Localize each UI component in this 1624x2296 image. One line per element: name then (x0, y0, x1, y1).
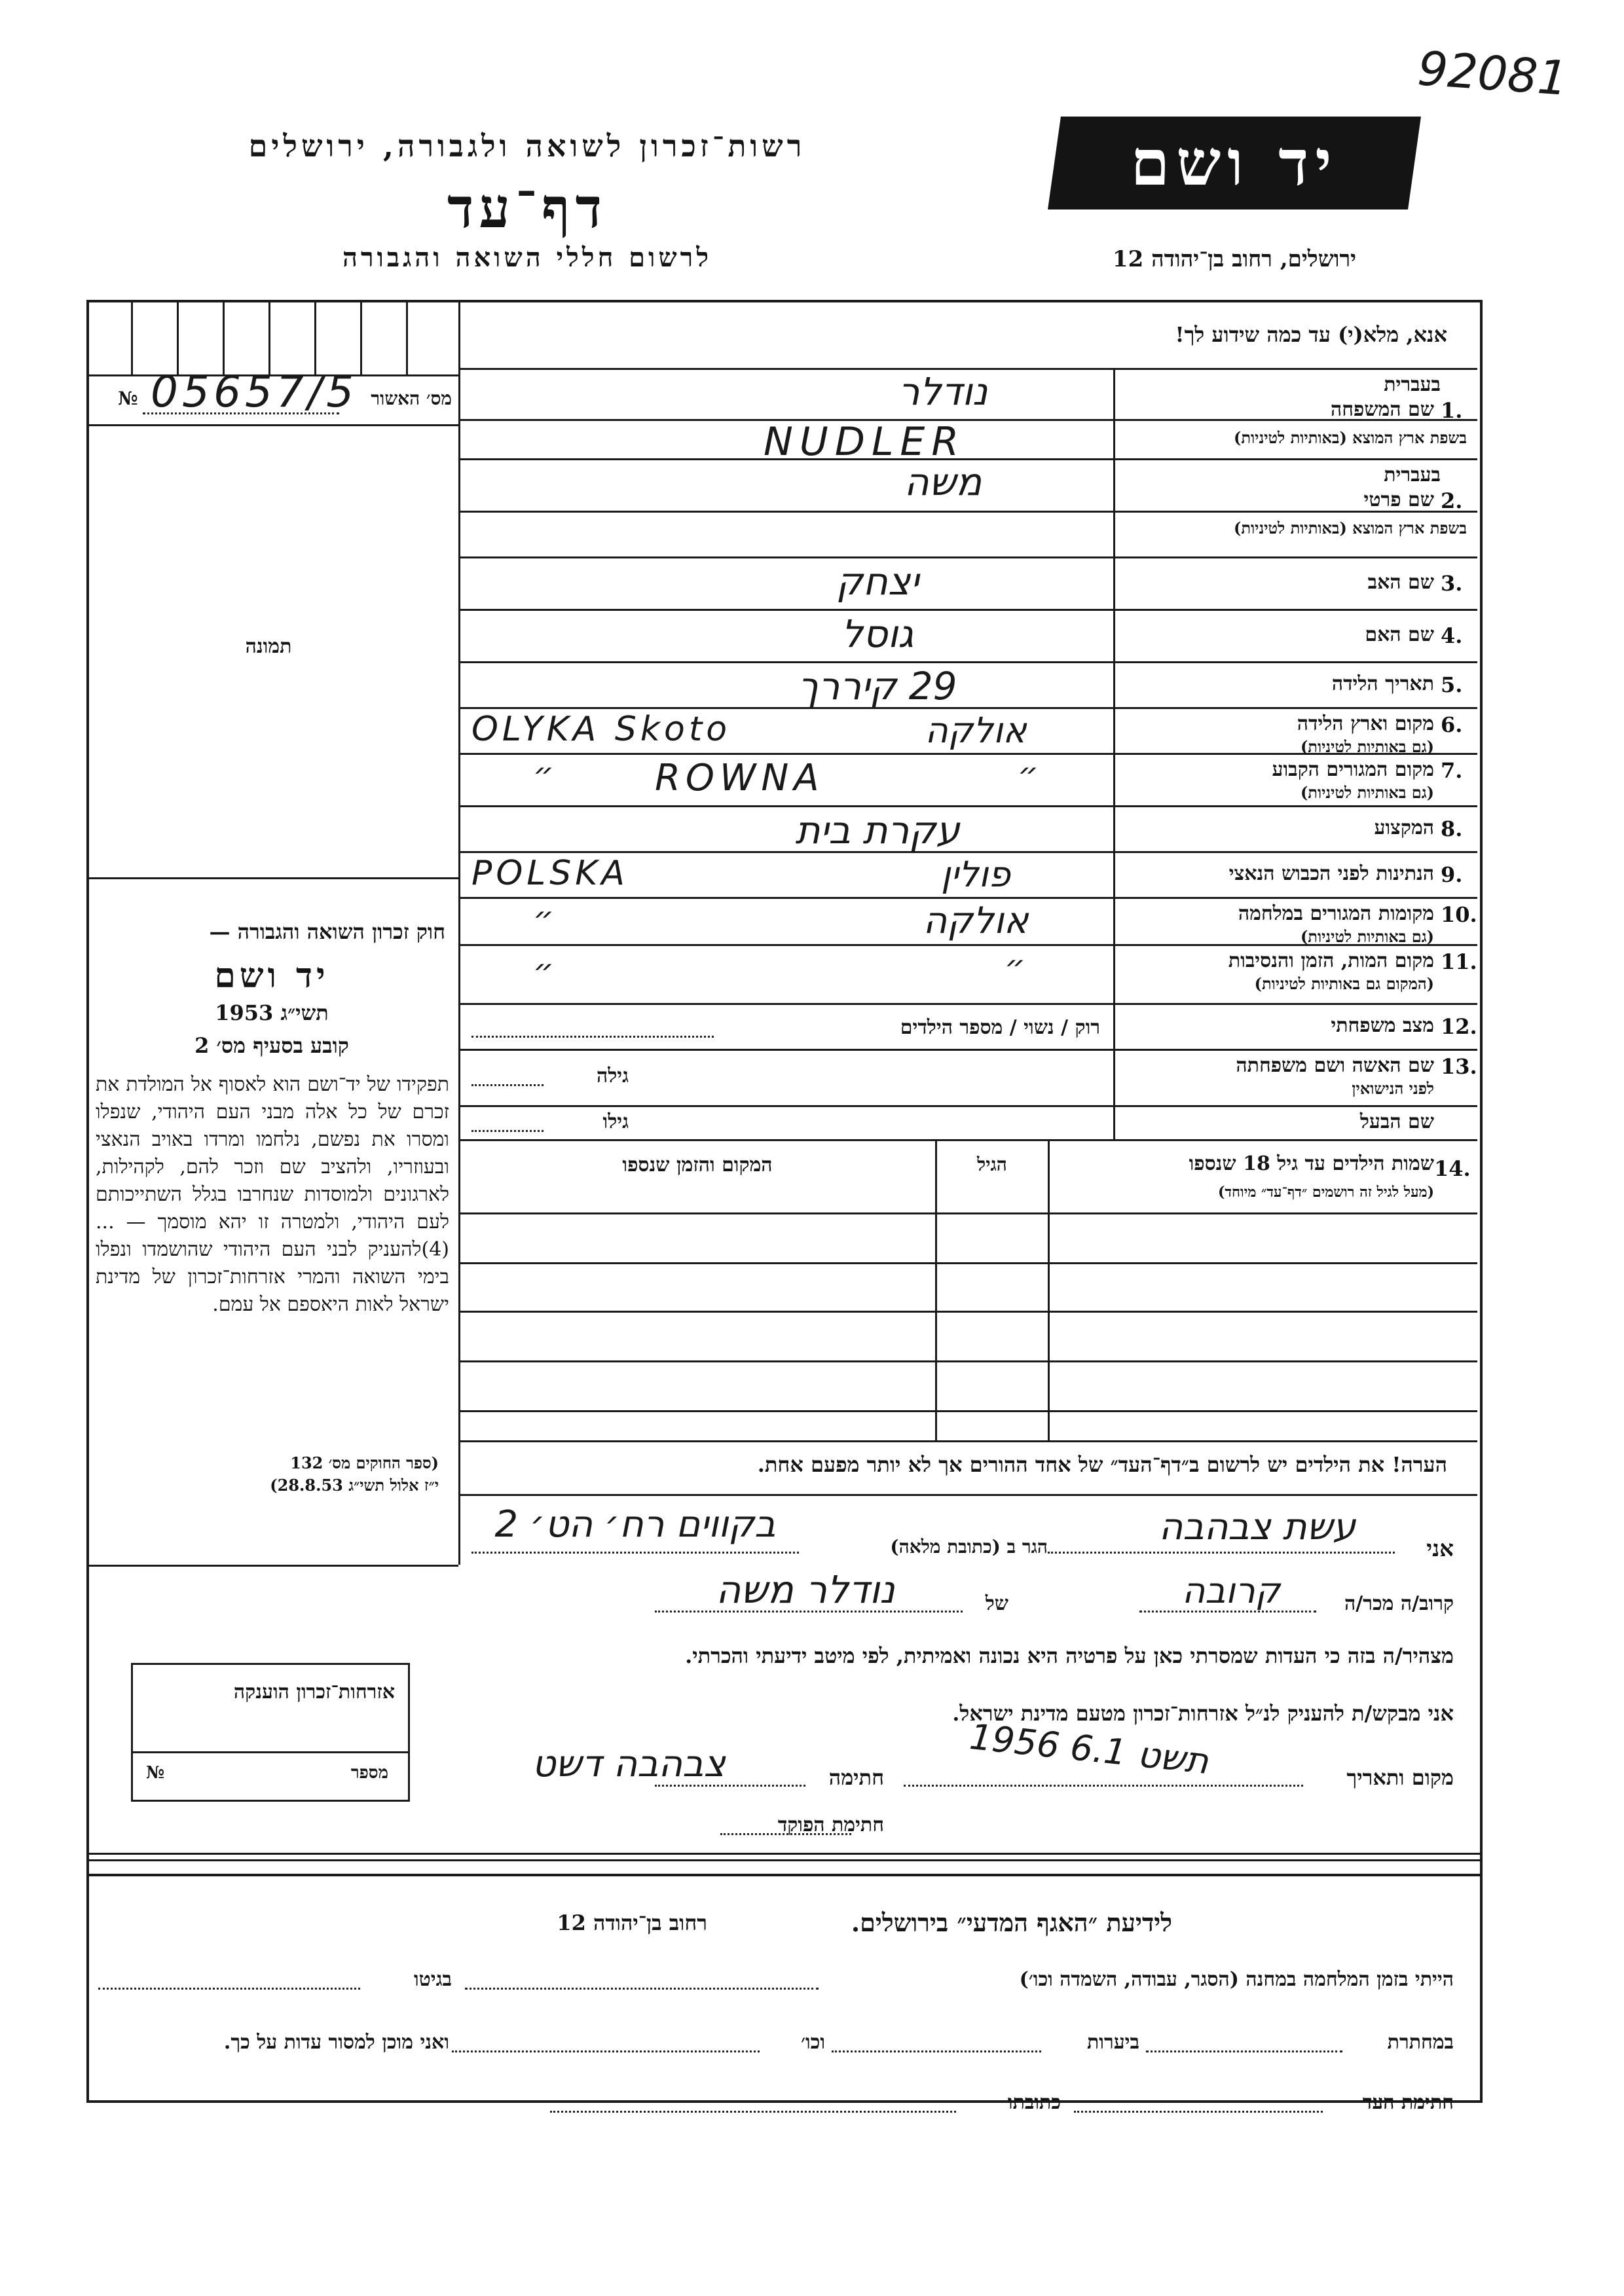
footer-title: לידיעת ״האגף המדעי״ בירושלים. (851, 1908, 1172, 1937)
field-row-line (458, 661, 1477, 663)
decl-of-label: של (985, 1592, 1008, 1615)
left-panel-divider (458, 301, 460, 1565)
decl-resides-value: בקווים רח׳ הט׳ 2 (494, 1503, 776, 1546)
footer-line3-a: חתימת העד (1362, 2091, 1454, 2114)
field-label: מקום המגורים הקבוע (1272, 758, 1434, 781)
field-label: שם האם (1365, 623, 1434, 646)
field-row-line (458, 609, 1477, 611)
approval-no-mark: № (118, 388, 138, 409)
children-note: הערה! את הילדים יש לרשום ב״דף־העד״ של אחד ההורים אך לא יותר מפעם אחת. (757, 1452, 1447, 1477)
header-address: ירושלים, רחוב בן־יהודה 12 (1112, 246, 1357, 272)
approval-number: 05657/5 (151, 367, 358, 417)
archive-number: 92081 (1416, 41, 1570, 106)
footer-line2-a: במחתרת (1387, 2031, 1454, 2054)
field-value: עקרת בית (795, 808, 960, 852)
field-mark: ״ (532, 756, 555, 793)
field-label: מקומות המגורים במלחמה (1238, 902, 1434, 925)
institution-name: רשות־זכרון לשואה ולגבורה, ירושלים (248, 128, 806, 164)
field-value-hebrew: נודלר (898, 369, 988, 414)
citizenship-box (131, 1663, 410, 1802)
field-label: שם המשפחה (1330, 398, 1434, 421)
law-source-date: י״ז אלול תשי״ג 28.8.53) (270, 1476, 439, 1495)
field-dots (471, 1036, 714, 1038)
field-number: 13. (1441, 1054, 1477, 1079)
field-number: 12. (1441, 1014, 1477, 1039)
decl-official-signature-label: חתימת הפוקד (777, 1813, 884, 1836)
decl-signature-label: חתימה (828, 1765, 884, 1790)
logo-text: יד ושם (1130, 126, 1338, 200)
law-source: (ספר החוקים מס׳ 132 (290, 1453, 439, 1472)
field-number: 3. (1441, 571, 1463, 596)
field-label: מקום המות, הזמן והנסיבות (1228, 949, 1434, 972)
field-value-latin: NUDLER (763, 419, 966, 465)
field-number: 4. (1441, 623, 1463, 648)
field-dots (471, 1130, 544, 1132)
field-value-latin: OLYKA Skoto (471, 710, 731, 749)
note-bottom (458, 1494, 1477, 1496)
field-mark: ״ (532, 900, 555, 938)
field-age-label: גילו (602, 1110, 629, 1133)
field-number: 10. (1441, 902, 1477, 927)
citizenship-number-mark: № (146, 1763, 165, 1783)
field-label: הנתינות לפני הכבוש הנאצי (1228, 862, 1434, 885)
decl-request: אני מבקש/ת להעניק לנ״ל אזרחות־זכרון מטעם מדינת ישראל. (952, 1701, 1454, 1726)
field-number: 2. (1441, 488, 1463, 513)
decl-statement: מצהיר/ה בזה כי העדות שמסרתי כאן על פרטיה היא נכונה ואמיתית, לפי מיטב ידיעתי והכרתי. (685, 1643, 1454, 1668)
field-sub-note: (גם באותיות לטיניות) (1300, 737, 1434, 756)
field-sub-latin: בשפת ארץ המוצא (באותיות לטיניות) (1234, 428, 1467, 447)
footer-line1-b: בגיטו (413, 1968, 452, 1991)
field-number: 8. (1441, 816, 1463, 841)
field-sub-note: (גם באותיות לטיניות) (1300, 927, 1434, 946)
form-title: דף־עד (447, 175, 607, 240)
decl-i-label: אני (1426, 1536, 1454, 1562)
field-label: שם פרטי (1363, 488, 1434, 511)
field-age-label: גילה (596, 1065, 629, 1087)
children-age-col: הגיל (977, 1154, 1007, 1175)
children-place-col: המקום והזמן שנספו (622, 1154, 773, 1176)
field-number: 11. (1441, 949, 1477, 974)
decl-signature-value: צבהבה דשט (532, 1743, 726, 1785)
children-header: שמות הילדים עד גיל 18 שנספו (1189, 1152, 1434, 1175)
field-value-hebrew: משה (904, 460, 982, 504)
instruction: אנא, מלא(י) עד כמה שידוע לך! (1175, 322, 1447, 347)
decl-relation-value: קרובה (1181, 1570, 1280, 1611)
approval-line (88, 424, 458, 426)
children-header-note: (מעל לגיל זה רושמים ״דף־עד״ מיוחד) (1217, 1184, 1434, 1201)
citizenship-title: אזרחות־זכרון הוענקה (233, 1681, 395, 1704)
field-mark: ״ (532, 952, 555, 990)
field-value: יצחק (836, 559, 919, 604)
field-mark: ״ (1017, 756, 1039, 793)
photo-label: תמונה (245, 635, 292, 658)
field-sub-note: לפני הנישואין (1352, 1079, 1434, 1098)
field-label: שם האב (1367, 571, 1434, 594)
field-value-latin: POLSKA (471, 854, 629, 893)
field-row-line (458, 1105, 1477, 1107)
approval-number-line (143, 412, 339, 414)
children-num: 14. (1434, 1156, 1471, 1181)
law-clause: קובע בסעיף מס׳ 2 (194, 1033, 349, 1058)
field-number: 1. (1441, 398, 1463, 423)
field-label: תאריך הלידה (1331, 672, 1434, 695)
footer-line1-a: הייתי בזמן המלחמה במחנה (הסגר, עבודה, השמדה וכו׳) (1019, 1968, 1454, 1991)
approval-label: מס׳ האשור (371, 388, 452, 409)
law-title: חוק זכרון השואה והגבורה — (209, 919, 445, 944)
field-number: 7. (1441, 758, 1463, 783)
logo-yad-vashem (1048, 117, 1421, 210)
form-subtitle: לרשום חללי השואה והגבורה (342, 242, 712, 273)
field-label: המקצוע (1374, 816, 1434, 839)
footer-line2-b: ביערות (1086, 2031, 1139, 2054)
field-row-line (458, 1003, 1477, 1005)
field-value-latin: ROWNA (655, 757, 824, 799)
decl-relation-label: קרוב/ה מכר/ה (1344, 1592, 1454, 1615)
decl-place-date-value: 1956 תשט 6.1 (967, 1716, 1211, 1782)
field-label: מקום וארץ הלידה (1297, 712, 1434, 735)
field-value: גוסל (841, 611, 914, 656)
field-row-line (458, 1049, 1477, 1051)
field-dots (471, 1084, 544, 1086)
decl-i-value: עשת צבהבה (1158, 1506, 1356, 1548)
photo-area-bottom (88, 877, 458, 879)
field-sub-hebrew: בעברית (1384, 464, 1441, 486)
footer-line3-b: כתובתו (1007, 2091, 1061, 2114)
decl-place-date-label: מקום ותאריך (1346, 1765, 1454, 1790)
left-panel-bottom (88, 1565, 458, 1567)
field-row-line (458, 556, 1477, 558)
field-sub-hebrew: בעברית (1384, 373, 1441, 396)
law-year: תשי״ג 1953 (215, 1000, 329, 1025)
field-row-line (458, 805, 1477, 807)
field-value: 29 קיררך (798, 664, 957, 708)
field-label: שם האשה ושם משפחתה (1236, 1054, 1434, 1077)
field-sub-note: (המקום גם באותיות לטיניות) (1254, 974, 1434, 993)
law-name: יד ושם (214, 956, 329, 996)
field-options: רוק / נשוי / מספר הילדים (900, 1016, 1100, 1039)
children-col-age-right (1048, 1139, 1050, 1440)
field-label: מצב משפחתי (1331, 1014, 1434, 1037)
field-value-hebrew: פולין (941, 854, 1010, 895)
decl-of-value: נודלר משה (716, 1567, 895, 1612)
field-sub-latin: בשפת ארץ המוצא (באותיות לטיניות) (1234, 519, 1467, 538)
field-number: 5. (1441, 672, 1463, 697)
footer-line2-d: ואני מוכן למסור עדות על כך. (223, 2031, 449, 2054)
field-mark: ״ (1004, 948, 1026, 986)
field-value-hebrew: אולקה (925, 710, 1027, 751)
law-body: תפקידו של יד־ושם הוא לאסוף אל המולדת את זכרם של כל אלה מבני העם היהודי, שנפלו ומסרו את נפשם, נלחמו ומרדו באויב הנאצי ובעוזריו, ולהציב שם וזכר להם, לקהילות, לארגונים ולמוסדות שנחרבו בגלל השתייכותם לעם היהודי, ולמטרה זו יהא מוסמך — ...(4)להעניק לבני העם היהודי שהושמדו ונפלו בימי השואה והמרי אזרחות־זכרון של מדינת ישראל לאות היאספם אל עמם. (96, 1073, 449, 1316)
footer-separator-1 (86, 1853, 1480, 1855)
field-row-line (458, 897, 1477, 899)
coding-boxes (88, 301, 458, 374)
field-sub-note: (גם באותיות לטיניות) (1300, 783, 1434, 802)
field-number: 6. (1441, 712, 1463, 737)
footer-address: רחוב בן־יהודה 12 (557, 1910, 707, 1935)
citizenship-number-label: מספר (350, 1763, 388, 1783)
field-number: 9. (1441, 862, 1463, 887)
footer-line2-c: וכו׳ (801, 2031, 825, 2054)
children-col-age-left (935, 1139, 937, 1440)
field-label: שם הבעל (1359, 1110, 1434, 1133)
decl-resides-label: הגר ב (כתובת מלאה) (890, 1536, 1048, 1558)
children-top (458, 1139, 1477, 1141)
field-value-hebrew: אולקה (923, 900, 1029, 942)
